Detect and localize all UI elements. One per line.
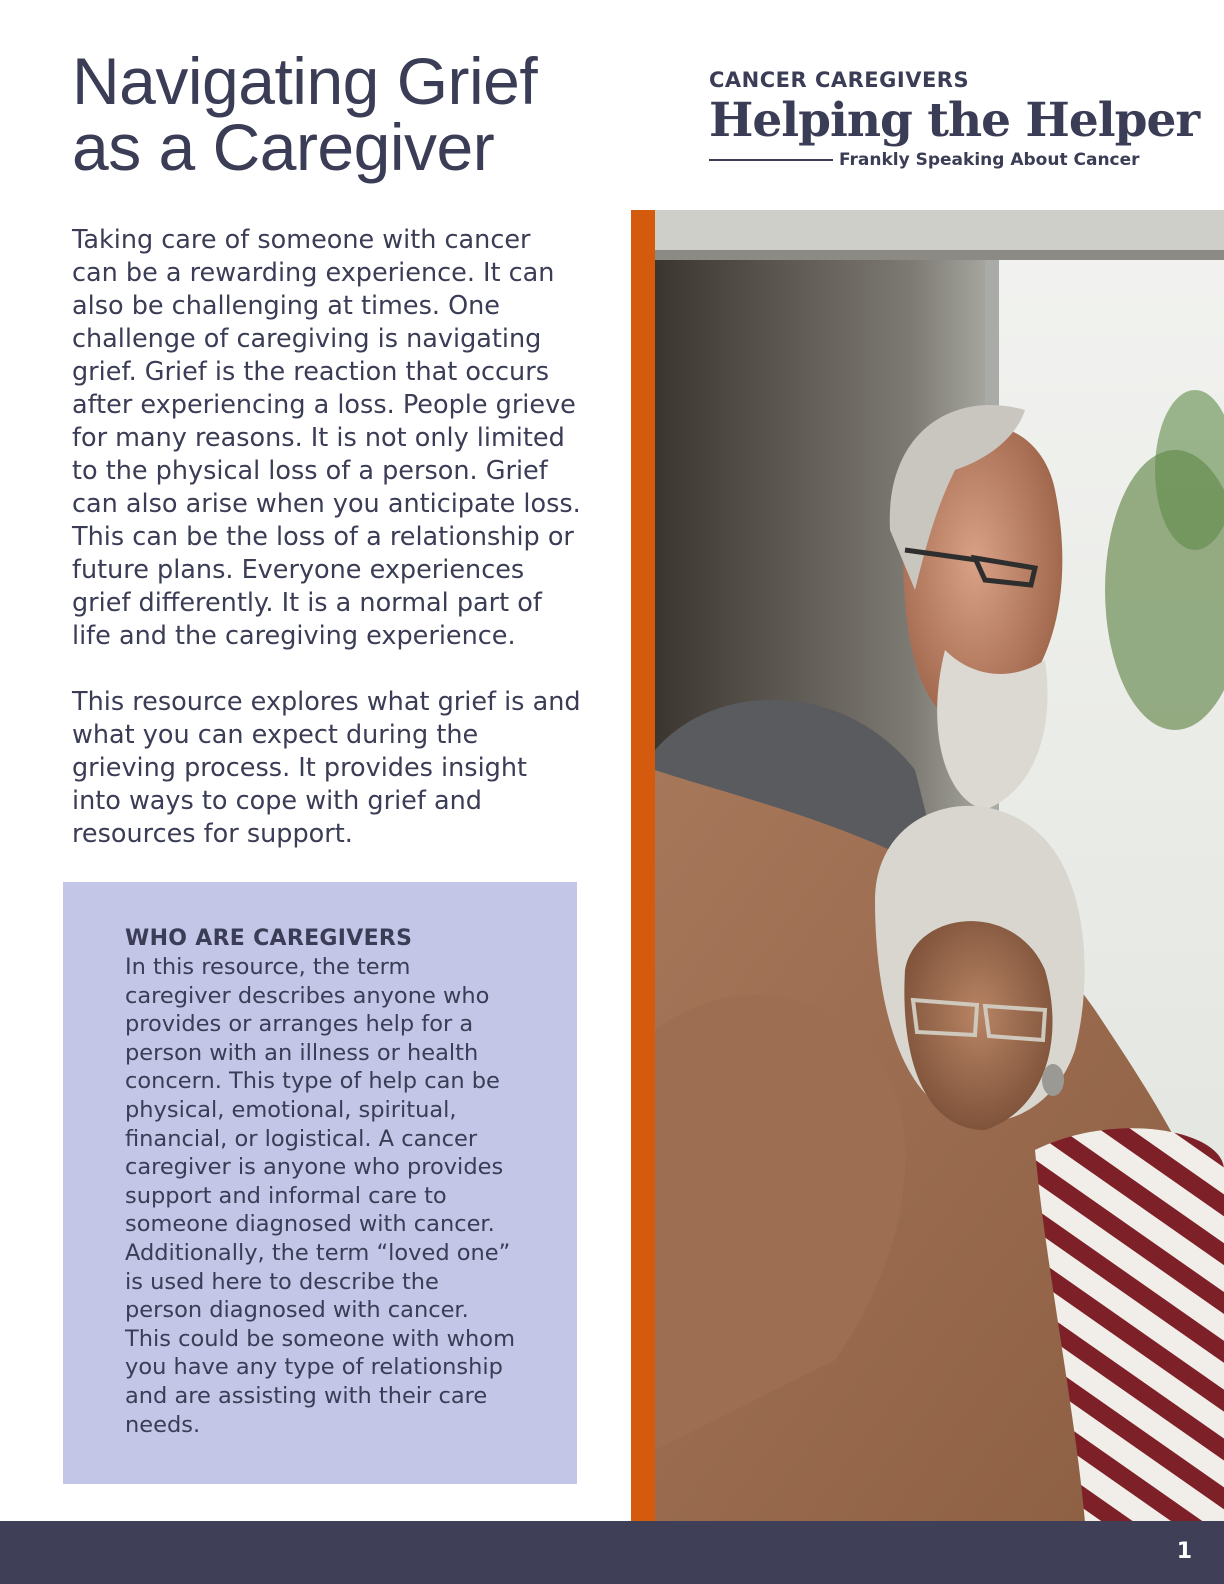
footer-bar [0, 1521, 1224, 1584]
brand-logo [709, 66, 1200, 170]
couple-hug-photo [655, 210, 1224, 1522]
intro-paragraph-1: Taking care of someone with cancer can be a rewarding experience. It can also be challenging at times. One challenge of caregiving is navigating grief. Grief is the reaction that occurs after experiencing a loss. People grieve for many reasons. It is not only limited to the physical loss of a person. Grief can also arise when you anticipate loss. This can be the loss of a relationship or future plans. Everyone experiences grief differently. It is a normal part of life and the caregiving experience. [72, 225, 581, 651]
brand-name: Helping the Helper [709, 93, 1200, 148]
photo-elderly-couple-embrace-icon [655, 210, 1224, 1522]
intro-text [72, 224, 582, 884]
brand-kicker: CANCER CAREGIVERS [709, 68, 970, 92]
page-title-line-1: Navigating Grief [72, 44, 538, 118]
intro-paragraph-2: This resource explores what grief is and what you can expect during the grieving process. It provides insight into ways to cope with grief and resources for support. [72, 687, 581, 849]
callout-title: WHO ARE CAREGIVERS [125, 926, 413, 951]
page-title [72, 44, 612, 184]
orange-accent-bar [631, 210, 655, 1522]
brand-tagline: Frankly Speaking About Cancer [839, 150, 1140, 170]
brand-tagline-row [709, 150, 1154, 170]
page-title-line-2: as a Caregiver [72, 110, 495, 184]
who-are-caregivers-callout [63, 882, 577, 1484]
brand-rule [709, 159, 833, 161]
page-number: 1 [1176, 1539, 1192, 1564]
callout-body: In this resource, the term caregiver describes anyone who provides or arranges help for a person with an illness or health concern. This type of help can be physical, emotional, spiritual, financial, or logistical. A cancer caregiver is anyone who provides support and informal care to someone diagnosed with cancer. Additionally, the term “loved one” is used here to describe the person diagnosed with cancer. This could be someone with whom you have any type of relationship and are assisting with their care needs. [125, 954, 515, 1438]
